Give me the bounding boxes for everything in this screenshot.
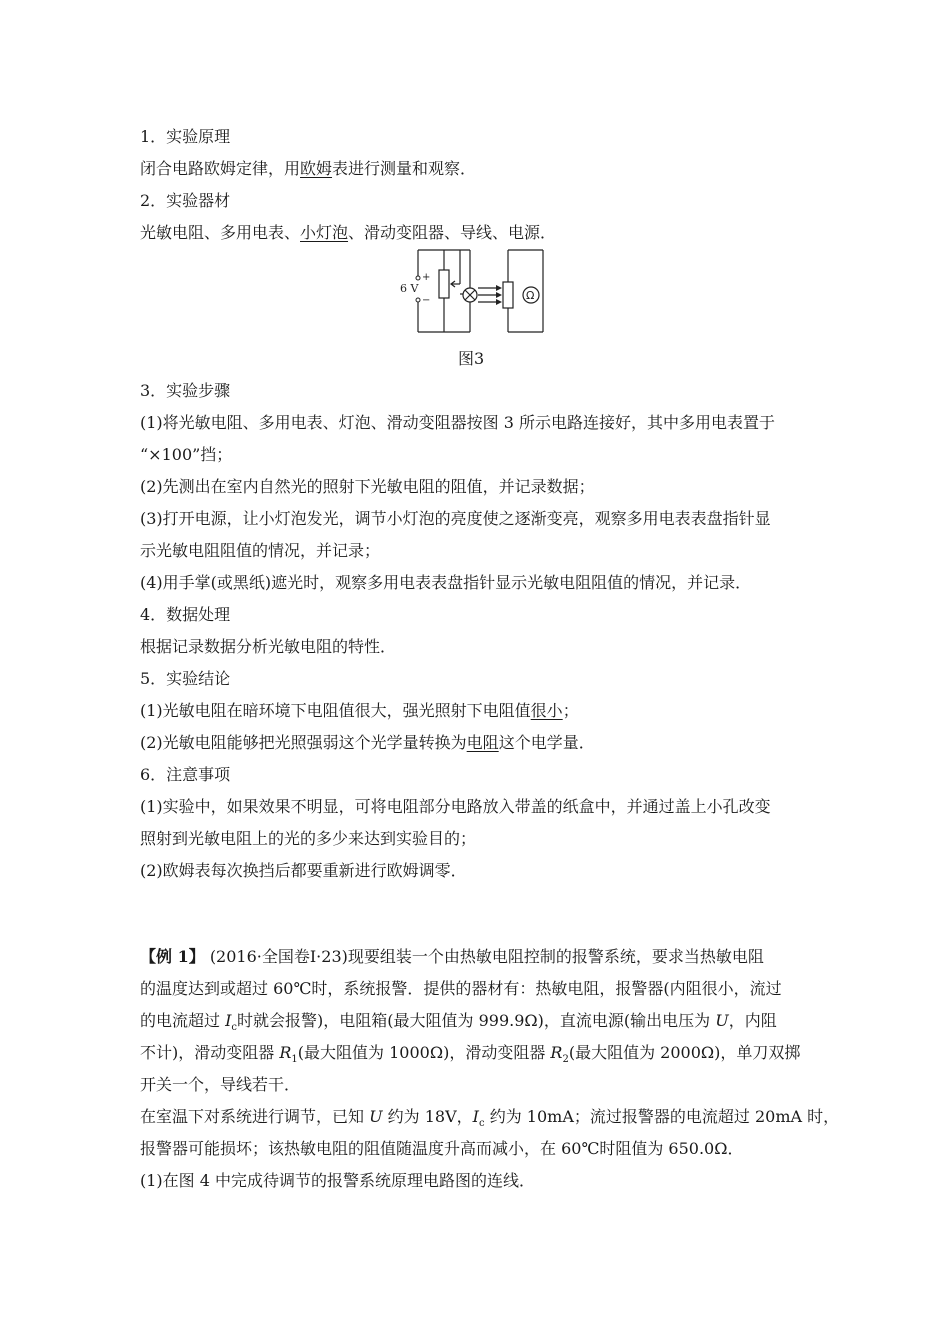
example-line-2: 的温度达到或超过 60℃时，系统报警．提供的器材有：热敏电阻，报警器(内阻很小，流过 [140, 979, 782, 998]
lamp-symbol [463, 288, 477, 302]
note-2: (2)欧姆表每次换挡后都要重新进行欧姆调零． [140, 861, 467, 880]
processing-heading: 4．数据处理 [140, 605, 231, 624]
conclusion-heading: 5．实验结论 [140, 669, 231, 688]
example-line-8: (1)在图 4 中完成待调节的报警系统原理电路图的连线． [140, 1171, 536, 1190]
step-1-line-1: (1)将光敏电阻、多用电表、灯泡、滑动变阻器按图 3 所示电路连接好，其中多用电表置于 [140, 413, 776, 432]
step-4: (4)用手掌(或黑纸)遮光时，观察多用电表表盘指针显示光敏电阻阻值的情况，并记录． [140, 573, 752, 592]
note-1-line-2: 照射到光敏电阻上的光的多少来达到实验目的； [140, 829, 477, 848]
conclusion-2-answer: 电阻 [466, 733, 499, 752]
notes-heading: 6．注意事项 [140, 765, 231, 784]
equipment-answer: 小灯泡 [300, 223, 349, 242]
example-label: 【例 1】 [140, 947, 205, 966]
conclusion-1-answer: 很小 [530, 701, 563, 720]
voltage-label: 6 V [400, 282, 419, 295]
ohmmeter-symbol: Ω [526, 289, 535, 302]
equipment-heading: 2．实验器材 [140, 191, 231, 210]
figure-3-caption: 图3 [458, 349, 485, 368]
example-line-7: 报警器可能损坏；该热敏电阻的阻值随温度升高而减小，在 60℃时阻值为 650.0Ω． [140, 1139, 744, 1158]
step-3-line-2: 示光敏电阻阻值的情况，并记录； [140, 541, 381, 560]
step-2: (2)先测出在室内自然光的照射下光敏电阻的阻值，并记录数据； [140, 477, 595, 496]
plus-label: + [422, 272, 431, 283]
principle-text: 闭合电路欧姆定律，用欧姆表进行测量和观察． [140, 159, 477, 178]
minus-label: − [422, 295, 431, 306]
equipment-text: 光敏电阻、多用电表、小灯泡、滑动变阻器、导线、电源． [140, 223, 557, 242]
example-line-1: 【例 1】 (2016·全国卷Ⅰ·23)现要组装一个由热敏电阻控制的报警系统，要求当热敏电阻 [140, 947, 764, 966]
conclusion-2: (2)光敏电阻能够把光照强弱这个光学量转换为电阻这个电学量． [140, 733, 595, 752]
figure-3-circuit-diagram [398, 248, 550, 338]
principle-heading: 1．实验原理 [140, 127, 231, 146]
step-1-line-2: “×100”挡； [140, 445, 233, 464]
conclusion-1: (1)光敏电阻在暗环境下电阻值很大，强光照射下电阻值很小； [140, 701, 579, 720]
step-3-line-1: (3)打开电源，让小灯泡发光，调节小灯泡的亮度使之逐渐变亮，观察多用电表表盘指针显 [140, 509, 771, 528]
example-line-5: 开关一个，导线若干． [140, 1075, 301, 1094]
example-line-6: 在室温下对系统进行调节，已知 U 约为 18V，$I_c$ 约为 10mA；流过报警器的电流超过 20mA 时， [140, 1107, 840, 1130]
steps-heading: 3．实验步骤 [140, 381, 231, 400]
processing-text: 根据记录数据分析光敏电阻的特性． [140, 637, 397, 656]
note-1-line-1: (1)实验中，如果效果不明显，可将电阻部分电路放入带盖的纸盒中，并通过盖上小孔改变 [140, 797, 771, 816]
principle-answer: 欧姆 [300, 159, 333, 178]
example-line-3: 的电流超过 $I_c$时就会报警)，电阻箱(最大阻值为 999.9Ω)，直流电源(输出电压为 U，内阻 [140, 1011, 777, 1034]
example-line-4: 不计)，滑动变阻器 $R_1$(最大阻值为 1000Ω)，滑动变阻器 $R_2$(最大阻值为 2000Ω)，单刀双掷 [140, 1043, 801, 1066]
